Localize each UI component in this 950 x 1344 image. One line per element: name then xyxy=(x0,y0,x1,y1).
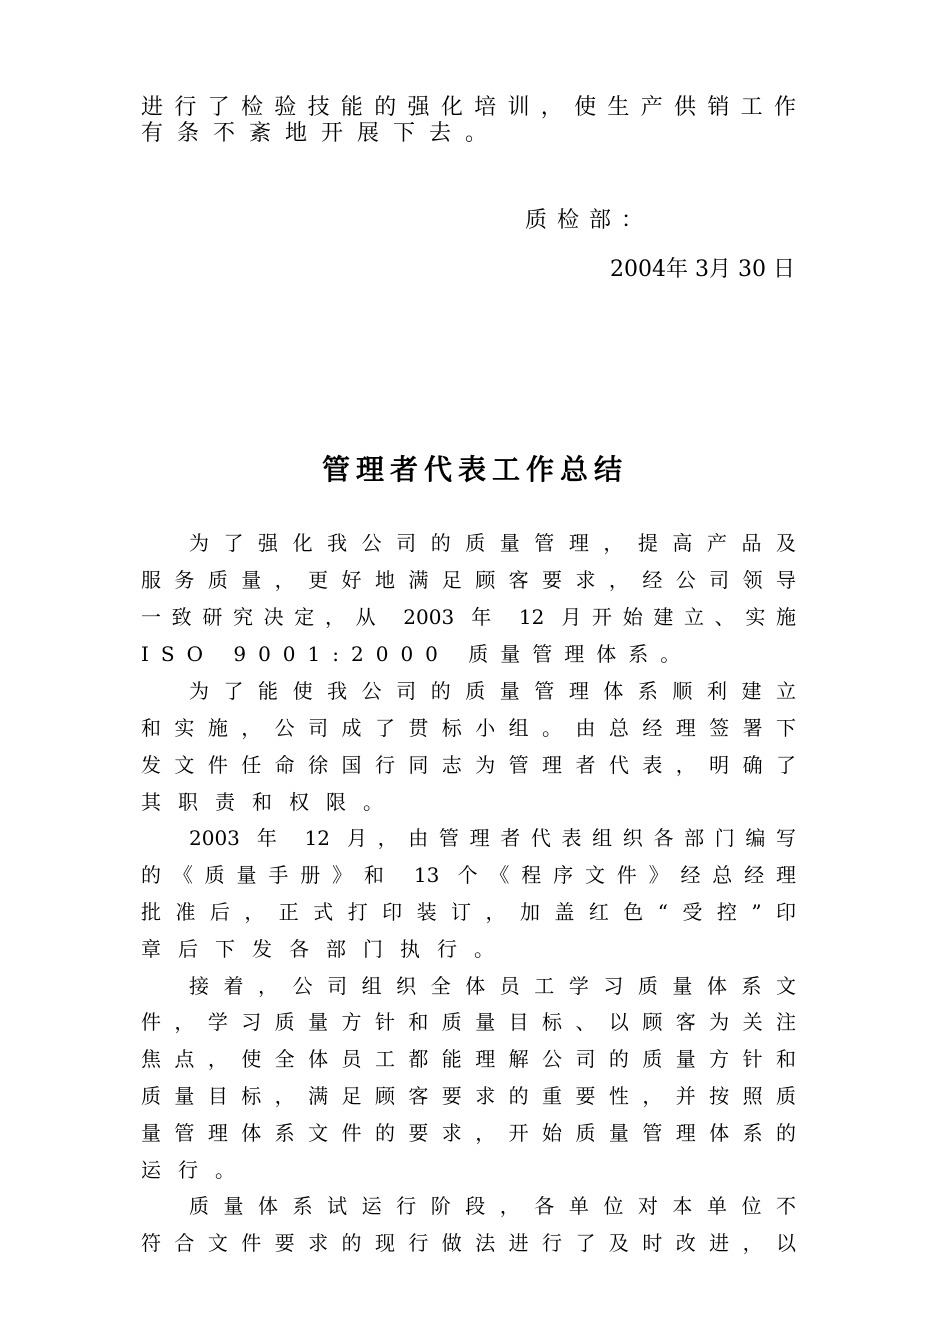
body-line: 批准后，正式打印装订，加盖红色“受控”印 xyxy=(141,900,796,924)
body-line: 量管理体系文件的要求，开始质量管理体系的 xyxy=(141,1121,796,1145)
body-line: 件，学习质量方针和质量目标、以顾客为关注 xyxy=(141,1010,796,1034)
signature-date: 2004年 3月 30 日 xyxy=(610,257,795,282)
body-line: 为了强化我公司的质量管理，提高产品及 xyxy=(189,531,796,555)
body-line: 质量体系试运行阶段，各单位对本单位不 xyxy=(189,1194,796,1218)
body-line: 发文件任命徐国行同志为管理者代表，明确了 xyxy=(141,753,796,777)
intro-line: 进行了检验技能的强化培训，使生产供销工作 xyxy=(141,95,796,120)
body-line: 为了能使我公司的质量管理体系顺利建立 xyxy=(189,679,796,703)
body-line: 符合文件要求的现行做法进行了及时改进，以 xyxy=(141,1231,796,1255)
body-line: 章后下发各部门执行。 xyxy=(141,937,511,961)
body-line: ISO 9001:2000 质量管理体系。 xyxy=(141,642,693,666)
body-line: 质量目标，满足顾客要求的重要性，并按照质 xyxy=(141,1084,796,1108)
body-line: 服务质量，更好地满足顾客要求，经公司领导 xyxy=(141,568,796,592)
body-line: 一致研究决定，从 2003 年 12 月开始建立、实施 xyxy=(141,605,796,629)
body-line: 2003 年 12 月，由管理者代表组织各部门编写 xyxy=(189,826,796,850)
body-line: 运行。 xyxy=(141,1158,252,1182)
body-line: 的《质量手册》和 13 个《程序文件》经总经理 xyxy=(141,863,796,887)
body-line: 接着，公司组织全体员工学习质量体系文 xyxy=(189,974,796,998)
body-line: 和实施，公司成了贯标小组。由总经理签署下 xyxy=(141,716,796,740)
body-line: 焦点，使全体员工都能理解公司的质量方针和 xyxy=(141,1047,796,1071)
body-line: 其职责和权限。 xyxy=(141,790,400,814)
signature-department: 质检部： xyxy=(525,208,654,233)
intro-line: 有条不紊地开展下去。 xyxy=(141,121,502,146)
section-title: 管理者代表工作总结 xyxy=(321,453,628,486)
